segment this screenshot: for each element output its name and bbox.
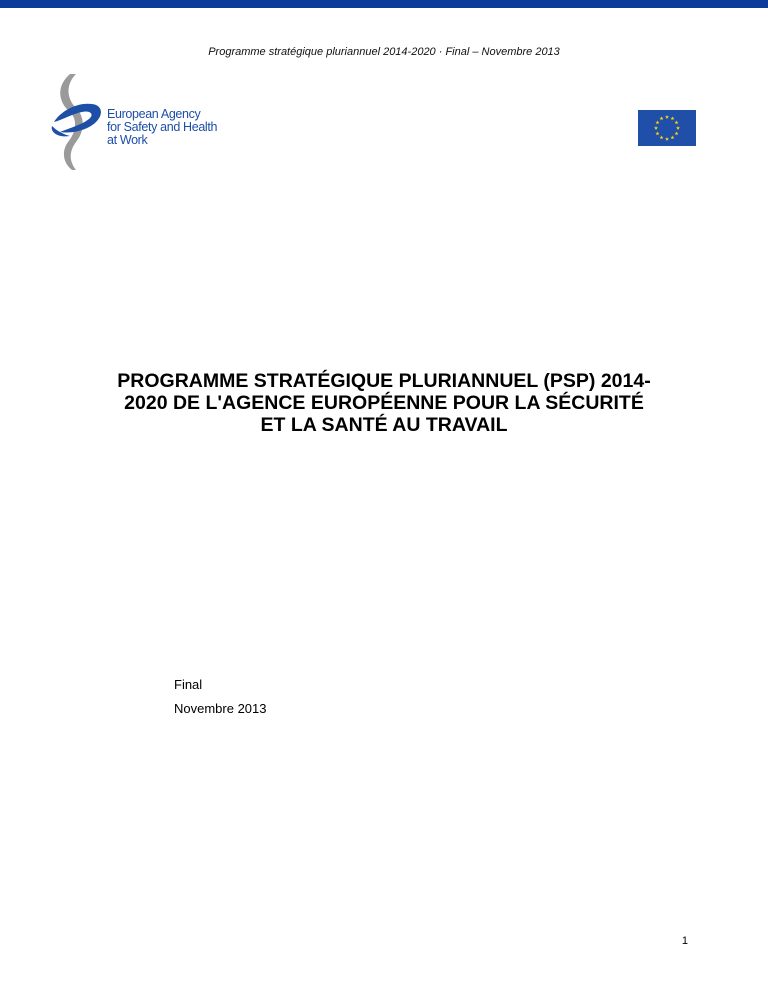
date-label: Novembre 2013 [174,701,267,716]
document-status [174,673,267,721]
agency-name-line: at Work [107,133,148,147]
page-number: 1 [681,935,688,947]
eu-flag-icon [638,110,696,146]
version-label: Final [174,677,203,692]
running-header: Programme stratégique pluriannuel 2014-2020 · Final – Novembre 2013 [208,46,560,58]
agency-logo [50,72,220,172]
top-color-bar [0,0,768,8]
agency-name [107,108,222,147]
agency-name-line: European Agency [107,107,201,121]
title-line: ET LA SANTÉ AU TRAVAIL [260,414,508,436]
title-line: PROGRAMME STRATÉGIQUE PLURIANNUEL (PSP) 2014- [117,370,651,392]
title-line: 2020 DE L'AGENCE EUROPÉENNE POUR LA SÉCURITÉ [124,392,644,414]
agency-name-line: for Safety and Health [107,120,218,134]
document-title [100,370,668,436]
agency-figure-icon [50,72,110,172]
